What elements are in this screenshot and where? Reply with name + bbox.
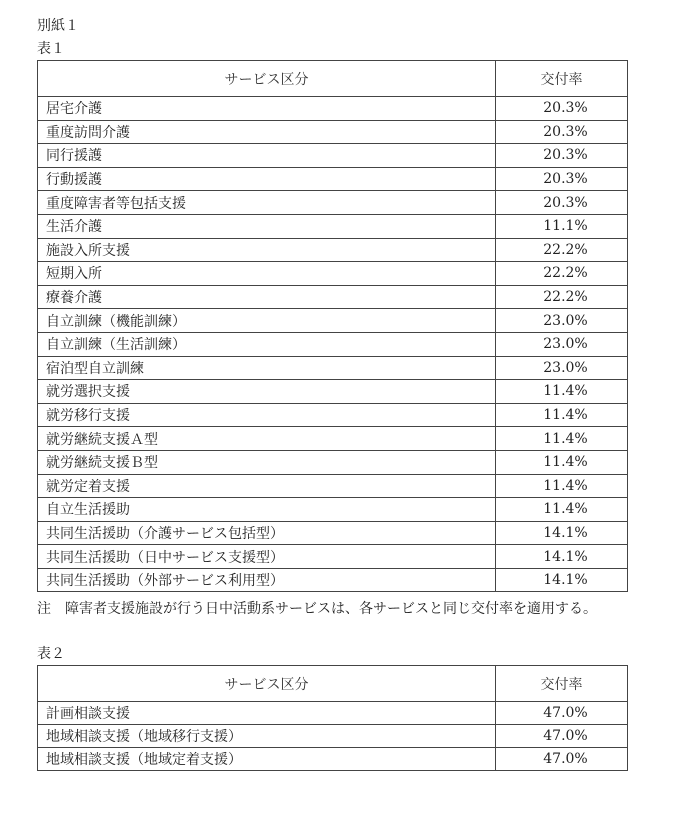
column-header-service: サービス区分 — [38, 61, 496, 97]
rate-cell: 14.1% — [496, 521, 628, 545]
table-row — [38, 356, 628, 380]
rate-cell: 20.3% — [496, 120, 628, 144]
table-row — [38, 427, 628, 451]
rate-cell: 23.0% — [496, 332, 628, 356]
service-name-cell: 療養介護 — [38, 285, 496, 309]
table-row — [38, 214, 628, 238]
service-name-cell: 重度訪問介護 — [38, 120, 496, 144]
rate-cell: 23.0% — [496, 356, 628, 380]
rate-cell: 20.3% — [496, 144, 628, 168]
rate-cell: 11.4% — [496, 380, 628, 404]
service-name-cell: 地域相談支援（地域定着支援） — [38, 748, 496, 771]
table-row — [38, 725, 628, 748]
column-header-service: サービス区分 — [38, 666, 496, 702]
table-row — [38, 120, 628, 144]
service-name-cell: 施設入所支援 — [38, 238, 496, 262]
column-header-rate: 交付率 — [496, 666, 628, 702]
rate-cell: 11.4% — [496, 474, 628, 498]
table-row — [38, 309, 628, 333]
rate-cell: 20.3% — [496, 167, 628, 191]
table-row — [38, 285, 628, 309]
service-name-cell: 共同生活援助（外部サービス利用型） — [38, 568, 496, 592]
rate-cell: 11.4% — [496, 427, 628, 451]
rate-cell: 47.0% — [496, 702, 628, 725]
rate-cell: 14.1% — [496, 568, 628, 592]
table2-caption: 表２ — [37, 646, 65, 662]
service-name-cell: 短期入所 — [38, 262, 496, 286]
table-row — [38, 144, 628, 168]
table-row — [38, 191, 628, 215]
service-name-cell: 就労選択支援 — [38, 380, 496, 404]
rate-table-1 — [37, 60, 628, 592]
service-name-cell: 重度障害者等包括支援 — [38, 191, 496, 215]
service-name-cell: 共同生活援助（日中サービス支援型） — [38, 545, 496, 569]
service-name-cell: 計画相談支援 — [38, 702, 496, 725]
table-row — [38, 450, 628, 474]
rate-cell: 11.4% — [496, 498, 628, 522]
rate-cell: 22.2% — [496, 262, 628, 286]
rate-cell: 20.3% — [496, 97, 628, 121]
table-row — [38, 238, 628, 262]
service-name-cell: 宿泊型自立訓練 — [38, 356, 496, 380]
service-name-cell: 自立生活援助 — [38, 498, 496, 522]
table-row — [38, 403, 628, 427]
table-row — [38, 568, 628, 592]
service-name-cell: 共同生活援助（介護サービス包括型） — [38, 521, 496, 545]
rate-cell: 11.4% — [496, 403, 628, 427]
service-name-cell: 自立訓練（生活訓練） — [38, 332, 496, 356]
service-name-cell: 生活介護 — [38, 214, 496, 238]
table-row — [38, 521, 628, 545]
service-name-cell: 自立訓練（機能訓練） — [38, 309, 496, 333]
table-header-row — [38, 666, 628, 702]
service-name-cell: 居宅介護 — [38, 97, 496, 121]
table1-note: 注 障害者支援施設が行う日中活動系サービスは、各サービスと同じ交付率を適用する。 — [37, 601, 597, 617]
table-row — [38, 167, 628, 191]
table-row — [38, 545, 628, 569]
service-name-cell: 同行援護 — [38, 144, 496, 168]
table-header-row — [38, 61, 628, 97]
table-row — [38, 474, 628, 498]
table-row — [38, 380, 628, 404]
service-name-cell: 就労移行支援 — [38, 403, 496, 427]
rate-table-2 — [37, 665, 628, 771]
attachment-label: 別紙１ — [37, 18, 79, 34]
service-name-cell: 就労継続支援Ｂ型 — [38, 450, 496, 474]
service-name-cell: 就労継続支援Ａ型 — [38, 427, 496, 451]
rate-cell: 20.3% — [496, 191, 628, 215]
rate-cell: 47.0% — [496, 725, 628, 748]
service-name-cell: 地域相談支援（地域移行支援） — [38, 725, 496, 748]
service-name-cell: 就労定着支援 — [38, 474, 496, 498]
rate-cell: 11.4% — [496, 450, 628, 474]
table-row — [38, 262, 628, 286]
rate-cell: 11.1% — [496, 214, 628, 238]
column-header-rate: 交付率 — [496, 61, 628, 97]
rate-cell: 47.0% — [496, 748, 628, 771]
table-row — [38, 748, 628, 771]
table-row — [38, 702, 628, 725]
rate-cell: 22.2% — [496, 238, 628, 262]
rate-cell: 22.2% — [496, 285, 628, 309]
service-name-cell: 行動援護 — [38, 167, 496, 191]
table1-caption: 表１ — [37, 41, 65, 57]
rate-cell: 23.0% — [496, 309, 628, 333]
rate-cell: 14.1% — [496, 545, 628, 569]
table-row — [38, 332, 628, 356]
table-row — [38, 498, 628, 522]
table-row — [38, 97, 628, 121]
